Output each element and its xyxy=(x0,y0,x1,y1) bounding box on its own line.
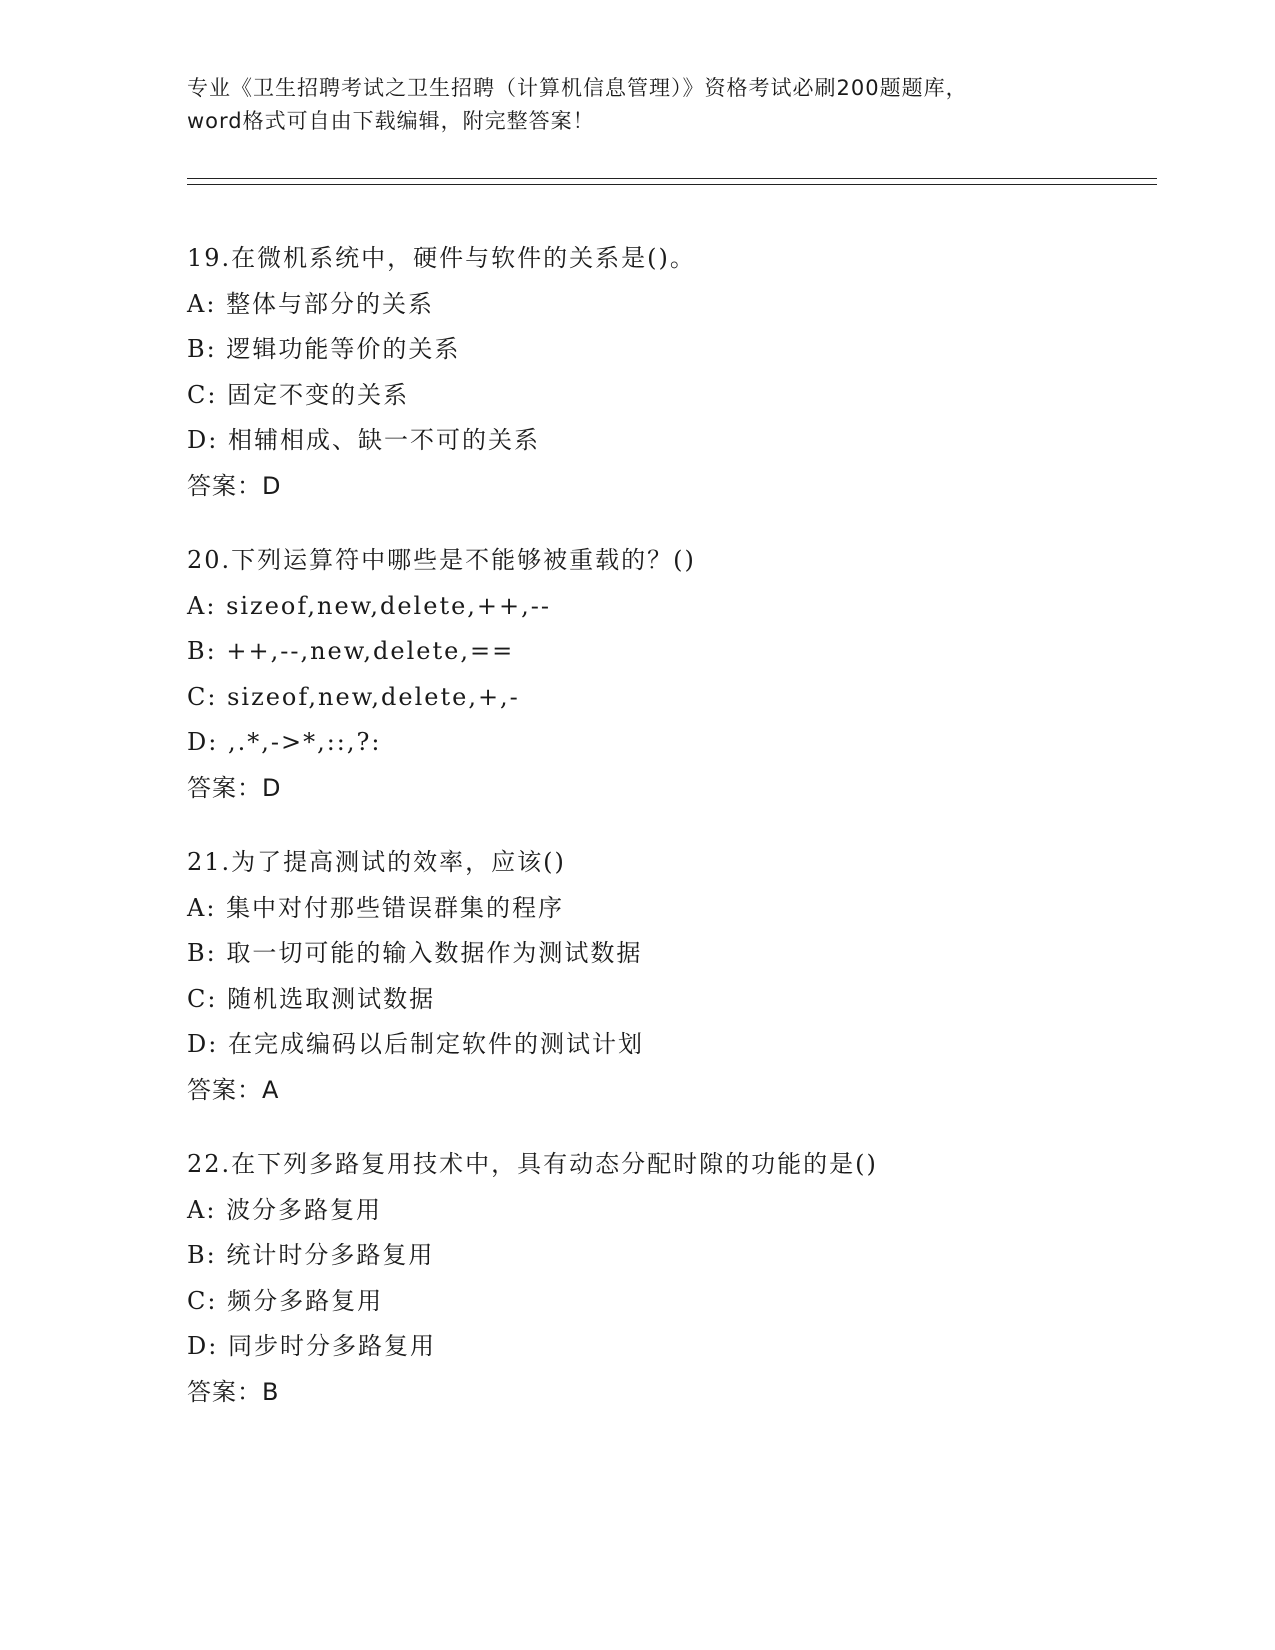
option-key: A: xyxy=(187,289,217,318)
question-list xyxy=(187,236,1147,1444)
option-key: B: xyxy=(187,939,217,967)
question-19 xyxy=(187,236,1147,509)
option-text: 相辅相成、缺一不可的关系 xyxy=(227,426,540,454)
option-key: C: xyxy=(187,380,218,409)
question-21 xyxy=(187,840,1147,1113)
option-c xyxy=(187,1279,1147,1325)
option-b xyxy=(187,327,1147,373)
option-c xyxy=(187,977,1147,1023)
option-key: C: xyxy=(187,1286,218,1315)
header-divider-top xyxy=(187,178,1157,179)
question-stem: 21.为了提高测试的效率，应该() xyxy=(187,848,566,876)
option-a xyxy=(187,584,1147,630)
option-key: C: xyxy=(187,682,218,711)
option-text: ,.*,->*,::,?: xyxy=(227,728,382,756)
option-key: A: xyxy=(187,591,217,620)
option-key: A: xyxy=(187,1195,217,1224)
option-c xyxy=(187,373,1147,419)
option-d xyxy=(187,418,1147,464)
option-text: 波分多路复用 xyxy=(226,1195,383,1224)
option-key: D: xyxy=(187,1030,219,1058)
option-text: 频分多路复用 xyxy=(227,1286,384,1315)
option-text: 集中对付那些错误群集的程序 xyxy=(226,893,565,922)
option-a xyxy=(187,282,1147,328)
answer-line: 答案：D xyxy=(187,471,282,500)
option-key: C: xyxy=(187,984,218,1013)
document-header xyxy=(187,72,1087,138)
option-text: sizeof,new,delete,++,-- xyxy=(226,591,551,620)
option-text: 整体与部分的关系 xyxy=(226,289,435,318)
option-b xyxy=(187,629,1147,675)
answer-line: 答案：B xyxy=(187,1377,280,1406)
answer-line: 答案：D xyxy=(187,773,282,802)
option-d xyxy=(187,1324,1147,1370)
header-line-2: word格式可自由下载编辑，附完整答案！ xyxy=(187,109,595,133)
option-b xyxy=(187,1233,1147,1279)
option-text: ++,--,new,delete,== xyxy=(226,637,515,665)
option-a xyxy=(187,886,1147,932)
question-stem: 20.下列运算符中哪些是不能够被重载的？() xyxy=(187,546,696,574)
option-text: 取一切可能的输入数据作为测试数据 xyxy=(226,939,643,967)
option-c xyxy=(187,675,1147,721)
option-text: 在完成编码以后制定软件的测试计划 xyxy=(227,1030,644,1058)
option-d xyxy=(187,1022,1147,1068)
option-text: 随机选取测试数据 xyxy=(227,984,436,1013)
option-text: 逻辑功能等价的关系 xyxy=(226,335,461,363)
option-key: B: xyxy=(187,637,217,665)
option-key: D: xyxy=(187,728,219,756)
question-stem: 22.在下列多路复用技术中，具有动态分配时隙的功能的是() xyxy=(187,1150,878,1178)
option-a xyxy=(187,1188,1147,1234)
option-text: 统计时分多路复用 xyxy=(226,1241,435,1269)
question-20 xyxy=(187,538,1147,811)
header-line-1: 专业《卫生招聘考试之卫生招聘（计算机信息管理）》资格考试必刷200题题库， xyxy=(187,76,968,100)
option-key: D: xyxy=(187,1332,219,1360)
header-divider-bottom xyxy=(187,184,1157,185)
answer-line: 答案：A xyxy=(187,1075,280,1104)
option-text: sizeof,new,delete,+,- xyxy=(227,682,520,711)
option-text: 同步时分多路复用 xyxy=(227,1332,436,1360)
option-d xyxy=(187,720,1147,766)
option-key: D: xyxy=(187,426,219,454)
option-key: B: xyxy=(187,1241,217,1269)
option-b xyxy=(187,931,1147,977)
question-22 xyxy=(187,1142,1147,1415)
option-key: B: xyxy=(187,335,217,363)
question-stem: 19.在微机系统中，硬件与软件的关系是()。 xyxy=(187,244,696,272)
option-key: A: xyxy=(187,893,217,922)
option-text: 固定不变的关系 xyxy=(227,380,410,409)
